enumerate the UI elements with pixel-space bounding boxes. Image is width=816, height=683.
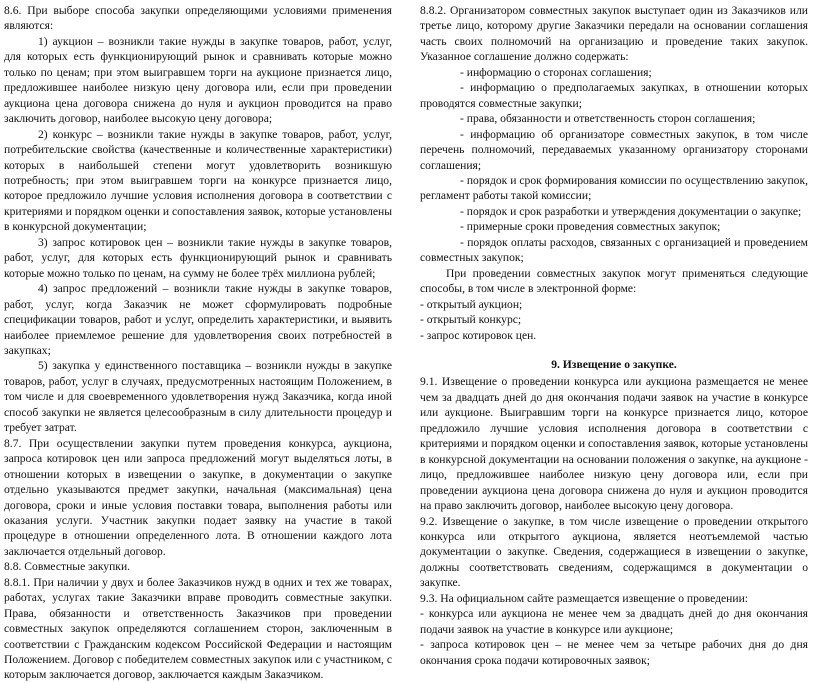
- right-paragraph: - порядок и срок разработки и утверждения документации о закупке;: [460, 204, 802, 218]
- right-column: [400, 0, 816, 667]
- right-paragraph: - открытый аукцион;: [420, 297, 523, 311]
- right-paragraph: - конкурса или аукциона не менее чем за двадцать дней до дня окончания подачи заявок на участие в конкурсе или аукционе;: [420, 607, 808, 636]
- left-paragraph: 4) запрос предложений – возникли такие нужды в закупке товаров, работ, услуг, когда Заказчик не может сформулировать подробные спецификации товаров, работ и услуг, определить характеристики, и выявить наиболее приемлемое решение для удовлетворения своих потребностей в закупках;: [4, 282, 392, 357]
- right-paragraph: - примерные сроки проведения совместных закупок;: [460, 220, 721, 234]
- left-paragraph: 5) закупка у единственного поставщика – возникли нужды в закупке товаров, работ, услуг в случаях, предусмотренных настоящим Положением, в том числе и для своевременного удовлетворения нужд Заказчика, когда иной способ закупки не является целесообразным в силу длительности процедур и требует затрат.: [4, 359, 392, 435]
- right-paragraph: 9.1. Извещение о проведении конкурса или аукциона размещается не менее чем за двадцать дней до дня окончания подачи заявок на участие в конкурсе или аукционе. Выигравшим торги на конкурсе признается лицо, которое предложило лучшие условия исполнения договора в соответствии с критериями и порядком оценки и сопоставления заявок, которые установлены в конкурсной документации на основании положения о закупке, на аукционе - лицо, предложившее наиболее низкую цену договора или, если при проведении аукциона цена договора снижена до нуля и аукцион проводится на право заключить договор, наиболее высокую цену договора.: [420, 375, 808, 513]
- section-heading: 9. Извещение о закупке.: [551, 357, 677, 371]
- right-paragraph: - запрос котировок цен.: [420, 328, 537, 342]
- left-paragraph: 2) конкурс – возникли такие нужды в закупке товаров, работ, услуг, потребительские свойства (качественные и количественные характеристики) которых в наибольшей степени могут удовлетворить возникшую потребность; при этом выигравшем торги на конкурсе признается лицо, которое предложило лучшие условия исполнения договора в соответствии с критериями и порядком оценки и сопоставления заявок, которые установлены в конкурсной документации;: [4, 127, 392, 234]
- right-paragraph: - информацию о предполагаемых закупках, в отношении которых проводятся совместные закупки;: [420, 81, 808, 110]
- left-paragraph: 3) запрос котировок цен – возникли такие нужды в закупке товаров, работ, услуг, для которых есть функционирующий рынок и сравнивать которые можно только по ценам, на сумму не более трёх миллиона рублей;: [4, 235, 392, 280]
- left-paragraph: 8.6. При выборе способа закупки определяющими условиями применения являются:: [4, 4, 392, 33]
- left-paragraph: 1) аукцион – возникли такие нужды в закупке товаров, работ, услуг, для которых есть функционирующий рынок и сравнивать которые можно только по ценам; при этом выигравшем торги на аукционе признается лицо, предложившее наиболее низкую цену договора или, если при проведении аукциона цена договора снижена до нуля и аукцион проводится на право заключить договор, наиболее высокую цену договора;: [4, 34, 392, 126]
- right-paragraph: 9.3. На официальном сайте размещается извещение о проведении:: [420, 591, 748, 605]
- right-paragraph: - права, обязанности и ответственность сторон соглашения;: [460, 112, 756, 126]
- right-paragraph: 9.2. Извещение о закупке, в том числе извещение о проведении открытого конкурса или открытого аукциона, является неотъемлемой частью документации о закупке. Сведения, содержащиеся в извещении о закупке, должны соответствовать сведениям, содержащимся в документации о закупке.: [420, 514, 808, 590]
- right-paragraph: При проведении совместных закупок могут применяться следующие способы, в том числе в электронной форме:: [420, 266, 808, 296]
- left-column: [0, 0, 400, 682]
- left-paragraph: 8.8. Совместные закупки.: [4, 560, 131, 574]
- left-paragraph: 8.8.1. При наличии у двух и более Заказчиков нужд в одних и тех же товарах, работах, услугах такие Заказчики вправе проводить совместные закупки. Права, обязанности и ответственность Заказчиков при проведении совместных закупок определяются соглашением сторон, заключенным в соответствии с Гражданским кодексом Российской Федерации и настоящим Положением. Договор с победителем совместных закупок или с участником, с которым заключается договор, заключается каждым Заказчиком.: [4, 575, 392, 682]
- right-paragraph: - информацию о сторонах соглашения;: [460, 65, 652, 79]
- right-paragraph: - запроса котировок цен – не менее чем за четыре рабочих дня до дня окончания срока подачи котировочных заявок;: [420, 638, 808, 667]
- right-paragraph: - порядок оплаты расходов, связанных с организацией и проведением совместных закупок;: [420, 235, 808, 265]
- right-paragraph: - информацию об организаторе совместных закупок, в том числе перечень полномочий, передаваемых указанному организатору сторонами соглашения;: [420, 127, 808, 172]
- right-paragraph: - порядок и срок формирования комиссии по осуществлению закупок, регламент работы такой комиссии;: [420, 173, 808, 203]
- right-paragraph: - открытый конкурс;: [420, 313, 522, 327]
- right-paragraph: 8.8.2. Организатором совместных закупок выступает один из Заказчиков или третье лицо, которому другие Заказчики передали на основании соглашения часть своих полномочий на организацию и проведение таких закупок. Указанное соглашение должно содержать:: [420, 4, 808, 64]
- left-paragraph: 8.7. При осуществлении закупки путем проведения конкурса, аукциона, запроса котировок цен или запроса предложений могут выделяться лоты, в отношении которых в извещении о закупке, в документации о закупке отдельно указываются предмет закупки, начальная (максимальная) цена договора, сроки и иные условия поставки товара, выполнения работы или оказания услуги. Участник закупки подает заявку на участие в такой процедуре в отношении определенного лота. В отношении каждого лота заключается отдельный договор.: [4, 436, 392, 558]
